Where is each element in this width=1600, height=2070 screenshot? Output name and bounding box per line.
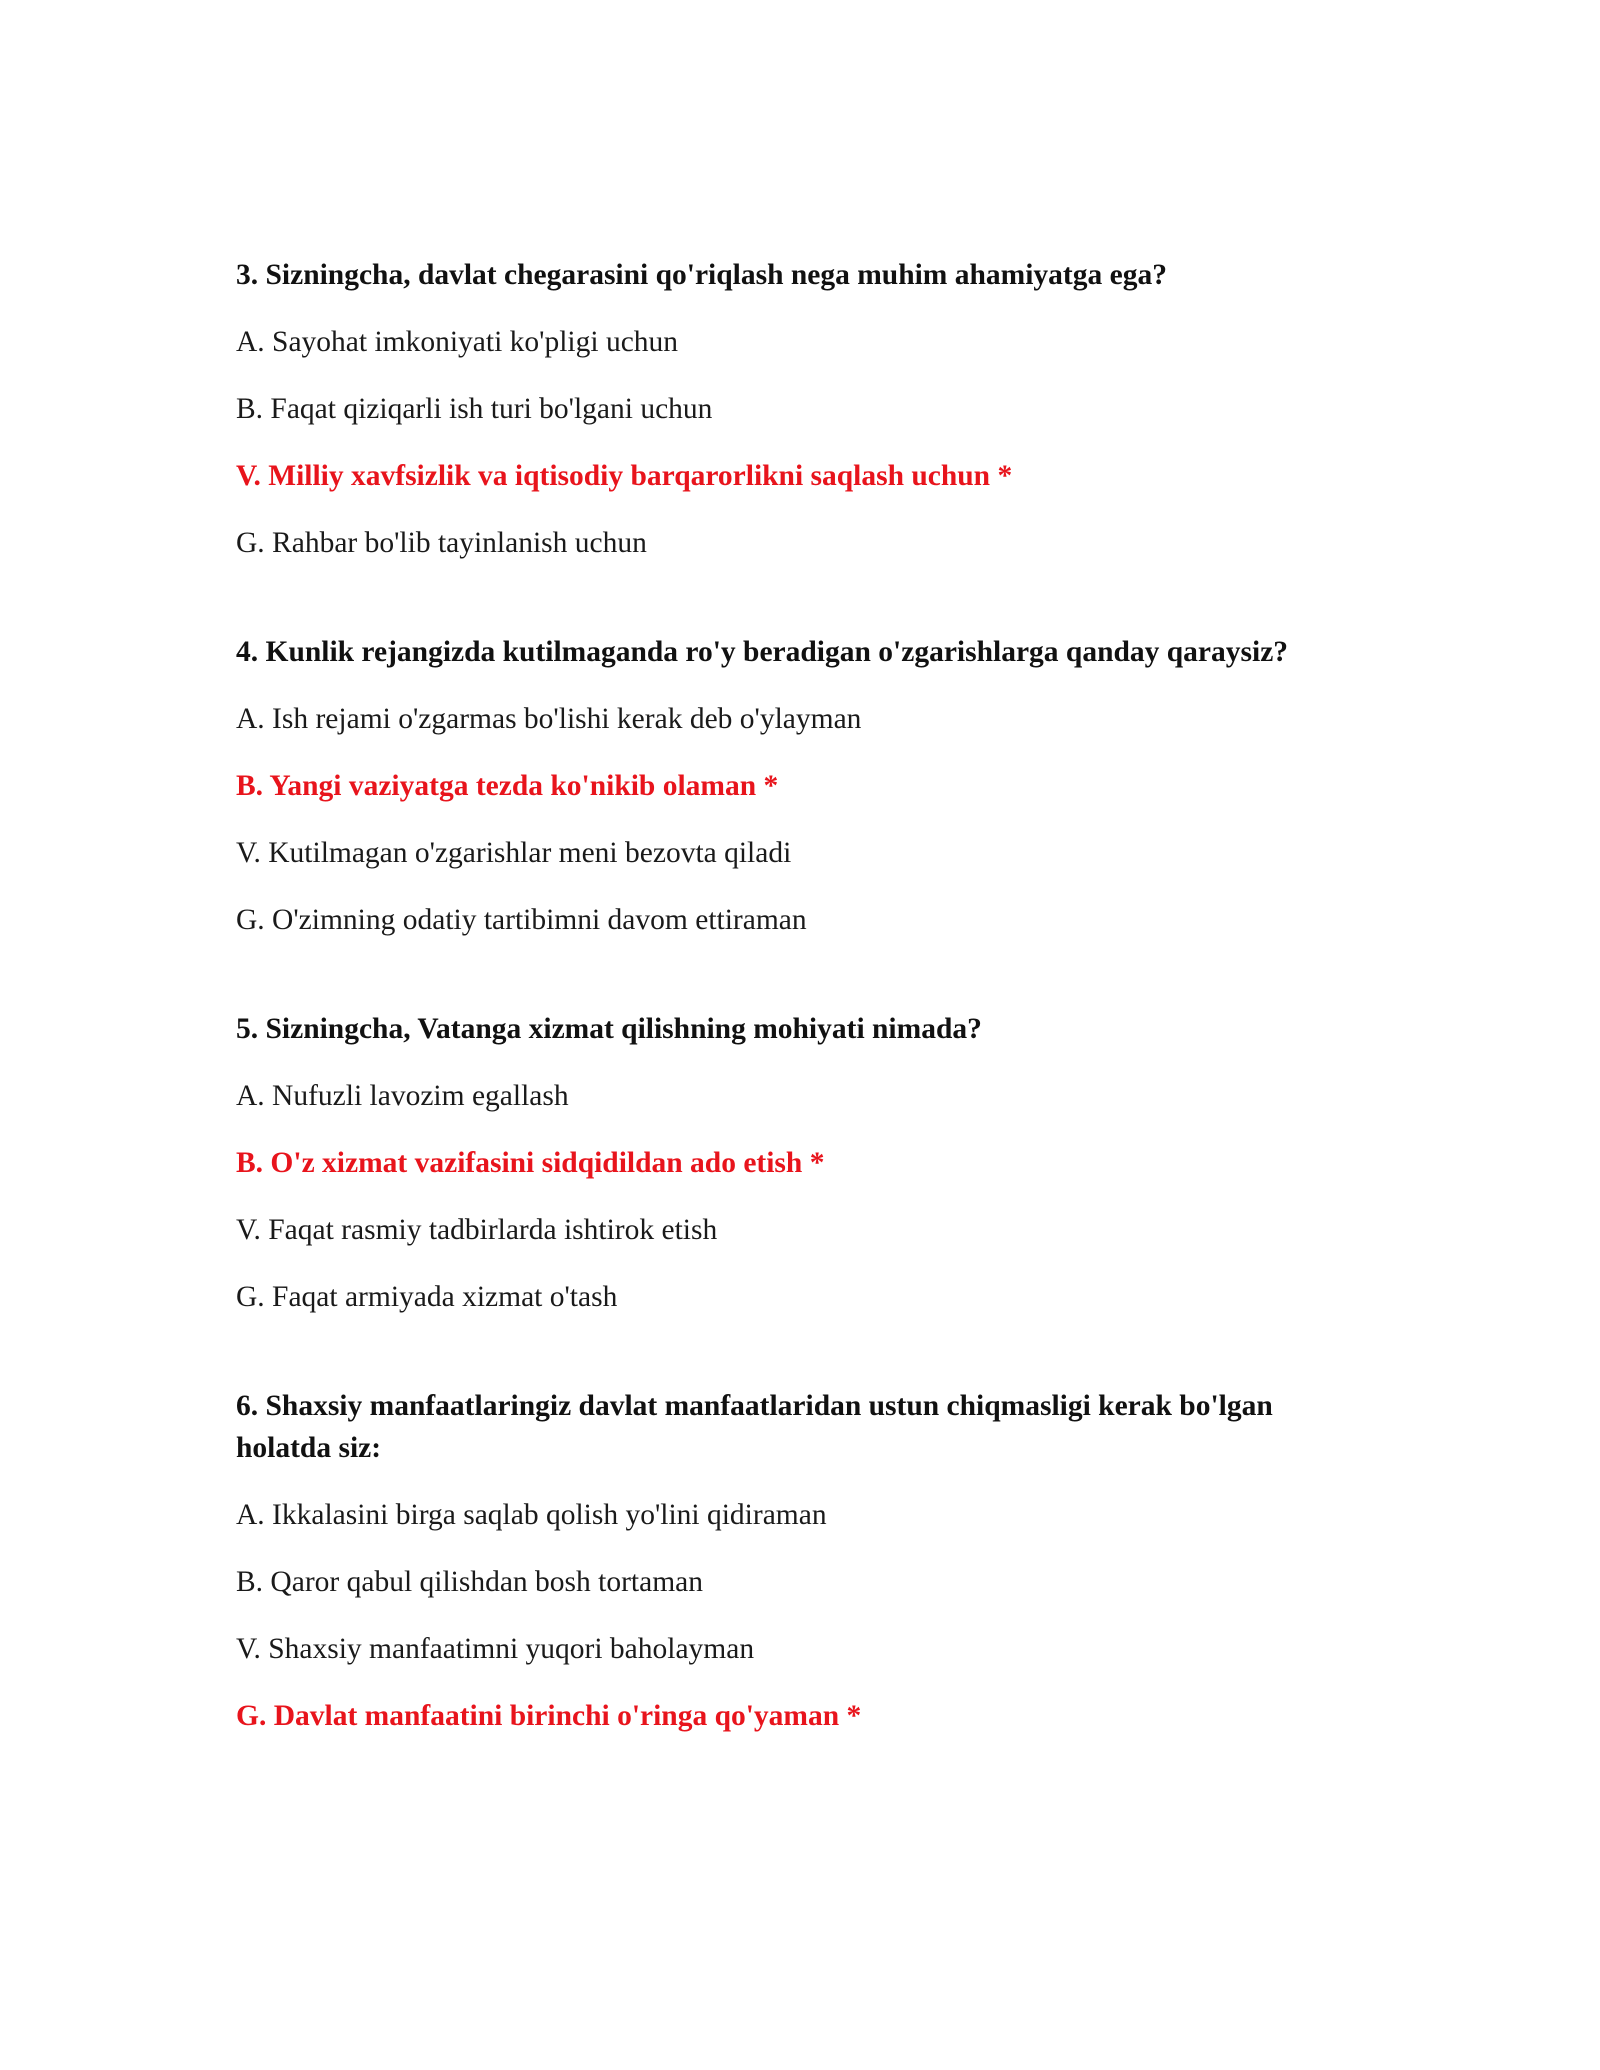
answer-option: B. Faqat qiziqarli ish turi bo'lgani uchun — [236, 393, 713, 425]
question-block — [236, 1008, 1366, 1318]
answer-option: G. Faqat armiyada xizmat o'tash — [236, 1281, 618, 1313]
question-title: 4. Kunlik rejangizda kutilmaganda ro'y beradigan o'zgarishlarga qanday qaraysiz? — [236, 636, 1289, 668]
answer-option-correct: B. O'z xizmat vazifasini sidqidildan ado etish * — [236, 1147, 825, 1179]
question-list — [236, 254, 1366, 1804]
answer-option: G. Rahbar bo'lib tayinlanish uchun — [236, 527, 647, 559]
question-block — [236, 631, 1366, 941]
answer-option: A. Ish rejami o'zgarmas bo'lishi kerak deb o'ylayman — [236, 703, 862, 735]
question-block — [236, 254, 1366, 564]
answer-option: B. Qaror qabul qilishdan bosh tortaman — [236, 1566, 704, 1598]
answer-option: A. Sayohat imkoniyati ko'pligi uchun — [236, 326, 679, 358]
answer-option: G. O'zimning odatiy tartibimni davom ettiraman — [236, 904, 807, 936]
question-block — [236, 1385, 1366, 1737]
answer-option-correct: B. Yangi vaziyatga tezda ko'nikib olaman * — [236, 770, 779, 802]
answer-option-correct: G. Davlat manfaatini birinchi o'ringa qo'yaman * — [236, 1700, 862, 1732]
answer-option: V. Kutilmagan o'zgarishlar meni bezovta qiladi — [236, 837, 792, 869]
question-title: 5. Sizningcha, Vatanga xizmat qilishning mohiyati nimada? — [236, 1013, 982, 1045]
answer-option: A. Ikkalasini birga saqlab qolish yo'lini qidiraman — [236, 1499, 827, 1531]
answer-option: V. Faqat rasmiy tadbirlarda ishtirok etish — [236, 1214, 718, 1246]
answer-option-correct: V. Milliy xavfsizlik va iqtisodiy barqarorlikni saqlash uchun * — [236, 460, 1013, 492]
answer-option: V. Shaxsiy manfaatimni yuqori baholayman — [236, 1633, 755, 1665]
answer-option: A. Nufuzli lavozim egallash — [236, 1080, 569, 1112]
question-title: 3. Sizningcha, davlat chegarasini qo'riqlash nega muhim ahamiyatga ega? — [236, 259, 1167, 291]
question-title: 6. Shaxsiy manfaatlaringiz davlat manfaatlaridan ustun chiqmasligi kerak bo'lgan holatda siz: — [236, 1390, 1273, 1464]
